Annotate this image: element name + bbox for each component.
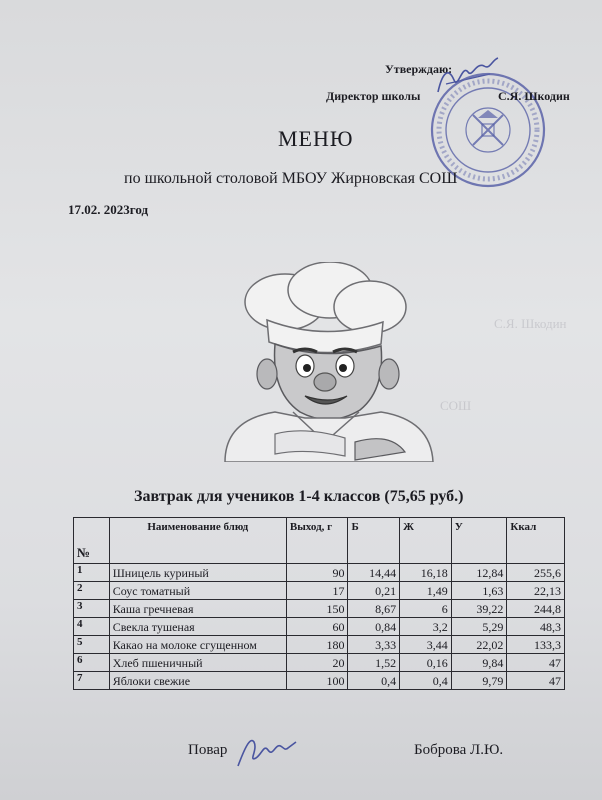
dish-proteins: 0,21 bbox=[348, 582, 400, 600]
table-row bbox=[74, 618, 565, 636]
page-subtitle: по школьной столовой МБОУ Жирновская СОШ bbox=[124, 170, 458, 187]
dish-output: 180 bbox=[286, 636, 348, 654]
dish-proteins: 3,33 bbox=[348, 636, 400, 654]
menu-date: 17.02. 2023год bbox=[68, 202, 149, 217]
menu-table bbox=[73, 517, 565, 690]
dish-carbs: 22,02 bbox=[451, 636, 507, 654]
row-number: 4 bbox=[74, 618, 110, 636]
dish-carbs: 1,63 bbox=[451, 582, 507, 600]
show-through-text: СОШ bbox=[440, 398, 472, 413]
dish-proteins: 14,44 bbox=[348, 564, 400, 582]
dish-kcal: 22,13 bbox=[507, 582, 565, 600]
dish-name: Шницель куриный bbox=[109, 564, 286, 582]
dish-name: Соус томатный bbox=[109, 582, 286, 600]
dish-fats: 3,2 bbox=[400, 618, 452, 636]
dish-output: 90 bbox=[286, 564, 348, 582]
dish-fats: 3,44 bbox=[400, 636, 452, 654]
dish-carbs: 9,84 bbox=[451, 654, 507, 672]
table-row bbox=[74, 600, 565, 618]
dish-fats: 0,16 bbox=[400, 654, 452, 672]
row-number: 6 bbox=[74, 654, 110, 672]
dish-carbs: 39,22 bbox=[451, 600, 507, 618]
dish-proteins: 0,84 bbox=[348, 618, 400, 636]
dish-output: 17 bbox=[286, 582, 348, 600]
dish-carbs: 9,79 bbox=[451, 672, 507, 690]
approval-label: Утверждаю: bbox=[385, 62, 453, 76]
table-row bbox=[74, 636, 565, 654]
dish-fats: 16,18 bbox=[400, 564, 452, 582]
director-label: Директор школы bbox=[326, 89, 421, 103]
dish-kcal: 48,3 bbox=[507, 618, 565, 636]
director-name: С.Я. Шкодин bbox=[498, 89, 570, 103]
row-number: 3 bbox=[74, 600, 110, 618]
dish-proteins: 8,67 bbox=[348, 600, 400, 618]
column-header-carbs: У bbox=[451, 518, 507, 564]
dish-name: Свекла тушеная bbox=[109, 618, 286, 636]
show-through-text: С.Я. Шкодин bbox=[494, 316, 567, 331]
dish-kcal: 244,8 bbox=[507, 600, 565, 618]
column-header-number: № bbox=[74, 518, 110, 564]
page-title: МЕНЮ bbox=[278, 126, 354, 151]
table-row bbox=[74, 582, 565, 600]
dish-fats: 0,4 bbox=[400, 672, 452, 690]
dish-kcal: 133,3 bbox=[507, 636, 565, 654]
dish-kcal: 47 bbox=[507, 654, 565, 672]
dish-proteins: 0,4 bbox=[348, 672, 400, 690]
dish-name: Какао на молоке сгущенном bbox=[109, 636, 286, 654]
dish-carbs: 5,29 bbox=[451, 618, 507, 636]
row-number: 7 bbox=[74, 672, 110, 690]
dish-name: Хлеб пшеничный bbox=[109, 654, 286, 672]
cook-label: Повар bbox=[188, 742, 228, 758]
cook-name: Боброва Л.Ю. bbox=[414, 742, 504, 758]
table-row bbox=[74, 564, 565, 582]
table-header-row bbox=[74, 518, 565, 564]
column-header-kcal: Ккал bbox=[507, 518, 565, 564]
dish-name: Каша гречневая bbox=[109, 600, 286, 618]
table-row bbox=[74, 654, 565, 672]
row-number: 2 bbox=[74, 582, 110, 600]
chef-illustration-icon bbox=[205, 262, 455, 462]
dish-name: Яблоки свежие bbox=[109, 672, 286, 690]
column-header-proteins: Б bbox=[348, 518, 400, 564]
cook-signature-icon bbox=[230, 728, 300, 772]
column-header-fats: Ж bbox=[400, 518, 452, 564]
dish-proteins: 1,52 bbox=[348, 654, 400, 672]
dish-kcal: 255,6 bbox=[507, 564, 565, 582]
table-row bbox=[74, 672, 565, 690]
dish-kcal: 47 bbox=[507, 672, 565, 690]
column-header-output: Выход, г bbox=[286, 518, 348, 564]
dish-output: 100 bbox=[286, 672, 348, 690]
dish-output: 150 bbox=[286, 600, 348, 618]
column-header-dish-name: Наименование блюд bbox=[109, 518, 286, 564]
dish-output: 20 bbox=[286, 654, 348, 672]
dish-fats: 1,49 bbox=[400, 582, 452, 600]
row-number: 1 bbox=[74, 564, 110, 582]
dish-output: 60 bbox=[286, 618, 348, 636]
dish-fats: 6 bbox=[400, 600, 452, 618]
row-number: 5 bbox=[74, 636, 110, 654]
meal-title: Завтрак для учеников 1-4 классов (75,65 руб.) bbox=[134, 488, 464, 505]
dish-carbs: 12,84 bbox=[451, 564, 507, 582]
